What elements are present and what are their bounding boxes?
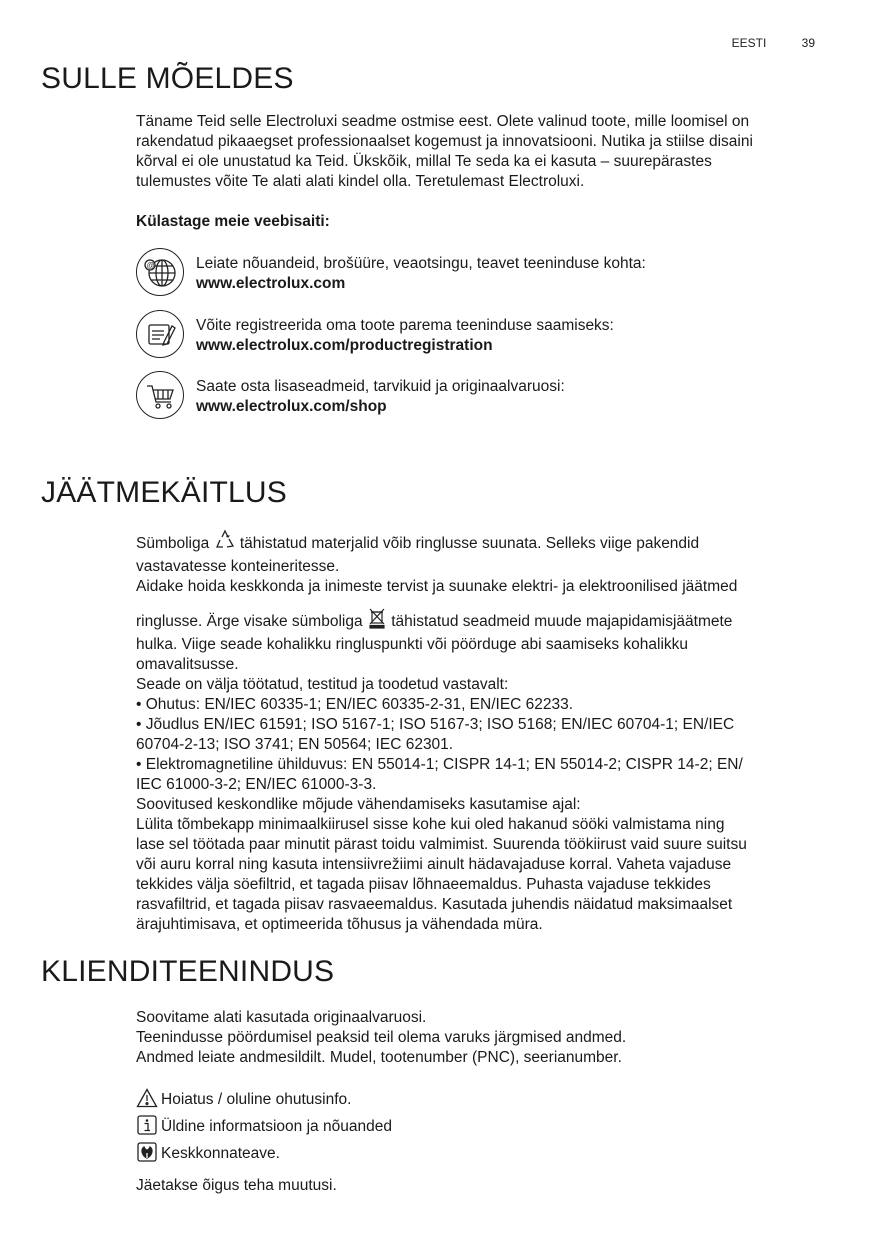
- disposal-paragraph: [136, 519, 816, 935]
- web-link-electrolux[interactable]: www.electrolux.com: [196, 275, 346, 292]
- web-link-shop[interactable]: www.electrolux.com/shop: [196, 398, 387, 415]
- legend-text: Keskkonnateave.: [161, 1145, 280, 1162]
- intro-line: Täname Teid selle Electroluxi seadme ostmise eest. Olete valinud toote, mille loomisel on: [136, 113, 750, 130]
- legend-item-warning: [136, 1088, 816, 1115]
- language-label: EESTI: [731, 36, 767, 50]
- globe-icon: [136, 248, 184, 296]
- disposal-line: hulka. Viige seade kohalikku ringluspunkti või pöörduge abi saamiseks kohalikku: [136, 636, 689, 653]
- disposal-line: Soovitused keskondlike mõjude vähendamiseks kasutamise ajal:: [136, 796, 581, 813]
- svg-text:@: @: [146, 261, 155, 270]
- page-number: 39: [801, 36, 815, 50]
- disposal-line: Lülita tõmbekapp minimaalkiirusel sisse kohe kui oled hakanud sööki valmistama ning: [136, 816, 725, 833]
- disposal-line: ärajuhtimisava, et optimeerida tõhusus ja vähendada müra.: [136, 916, 543, 933]
- section-title-service: KLIENDITEENINDUS: [41, 955, 335, 988]
- disposal-line: IEC 61000-3-2; EN/IEC 61000-3-3.: [136, 776, 377, 793]
- page-header: [732, 36, 815, 50]
- registration-icon: [136, 310, 184, 358]
- visit-label: Külastage meie veebisaiti:: [136, 213, 330, 230]
- disposal-line: Seade on välja töötatud, testitud ja toodetud vastavalt:: [136, 676, 509, 693]
- legend-text: Hoiatus / oluline ohutusinfo.: [161, 1091, 352, 1108]
- disposal-text: ringlusse. Ärge visake sümboliga: [136, 613, 363, 630]
- service-line: Andmed leiate andmesildilt. Mudel, tootenumber (PNC), seerianumber.: [136, 1049, 622, 1066]
- section-title-disposal: JÄÄTMEKÄITLUS: [41, 476, 287, 509]
- environment-icon: [136, 1142, 158, 1169]
- legend-text: Üldine informatsioon ja nõuanded: [161, 1118, 392, 1135]
- service-line: Soovitame alati kasutada originaalvaruosi.: [136, 1009, 427, 1026]
- recycle-icon: [214, 529, 236, 557]
- symbol-legend: [136, 1088, 816, 1169]
- disposal-line: või auru korral ning kasuta intensiivrežiimi ainult hädavajaduse korral. Vaheta vajaduse: [136, 856, 732, 873]
- web-item-registration: [136, 310, 816, 360]
- web-item-shop: [136, 371, 816, 421]
- intro-line: kõrval ei ole unustatud ka Teid. Ükskõik, millal Te seda ka ei kasuta – suurepärastes: [136, 153, 712, 170]
- legend-item-environment: [136, 1142, 816, 1169]
- web-item-text: Leiate nõuandeid, brošüüre, veaotsingu, teavet teeninduse kohta:: [196, 255, 646, 272]
- section-title-thinking: SULLE MÕELDES: [41, 62, 294, 95]
- disposal-line: • Elektromagnetiline ühilduvus: EN 55014-1; CISPR 14-1; EN 55014-2; CISPR 14-2; EN/: [136, 756, 743, 773]
- disposal-line: Aidake hoida keskkonda ja inimeste tervist ja suunake elektri- ja elektroonilised jäätmed: [136, 578, 738, 595]
- disposal-line-1: [136, 529, 816, 557]
- crossed-bin-icon: [367, 607, 387, 635]
- shopping-cart-icon: [136, 371, 184, 419]
- disposal-line: • Jõudlus EN/IEC 61591; ISO 5167-1; ISO 5167-3; ISO 5168; EN/IEC 60704-1; EN/IEC: [136, 716, 735, 733]
- disposal-line-4: [136, 607, 816, 635]
- disposal-line: tekkides välja söefiltrid, et tagada piisav lõhnaeemaldus. Puhasta vajaduse tekkides: [136, 876, 711, 893]
- web-item-text: Saate osta lisaseadmeid, tarvikuid ja originaalvaruosi:: [196, 378, 565, 395]
- disposal-text: Sümboliga: [136, 535, 210, 552]
- intro-line: tulemustes võite Te alati alati kindel olla. Teretulemast Electroluxi.: [136, 173, 585, 190]
- disposal-line: rasvafiltrid, et tagada piisav rasvaeemaldus. Kasutada juhendis näidatud maksimaalset: [136, 896, 733, 913]
- service-paragraph: [136, 1008, 816, 1068]
- web-link-productregistration[interactable]: www.electrolux.com/productregistration: [196, 337, 493, 354]
- disposal-line: lase sel töötada paar minutit pärast toidu valmimist. Suurenda töökiirust vaid suure suitsu: [136, 836, 747, 853]
- disposal-line: • Ohutus: EN/IEC 60335-1; EN/IEC 60335-2-31, EN/IEC 62233.: [136, 696, 574, 713]
- disposal-line: 60704-2-13; ISO 3741; EN 50564; IEC 62301.: [136, 736, 454, 753]
- warning-icon: [136, 1088, 158, 1115]
- legend-item-info: [136, 1115, 816, 1142]
- web-item-text: Võite registreerida oma toote parema teeninduse saamiseks:: [196, 317, 614, 334]
- footer-note: Jäetakse õigus teha muutusi.: [136, 1177, 337, 1194]
- disposal-line: vastavatesse konteineritesse.: [136, 558, 340, 575]
- intro-line: rakendatud pikaaegset professionaalset kogemust ja innovatsiooni. Nutika ja stiilse disaini: [136, 133, 753, 150]
- disposal-line: omavalitsusse.: [136, 656, 239, 673]
- service-line: Teenindusse pöördumisel peaksid teil olema varuks järgmised andmed.: [136, 1029, 627, 1046]
- disposal-text: tähistatud materjalid võib ringlusse suunata. Selleks viige pakendid: [239, 535, 700, 552]
- intro-paragraph: [136, 112, 816, 192]
- info-icon: [136, 1115, 158, 1142]
- web-item-support: [136, 248, 816, 298]
- disposal-text: tähistatud seadmeid muude majapidamisjäätmete: [391, 613, 733, 630]
